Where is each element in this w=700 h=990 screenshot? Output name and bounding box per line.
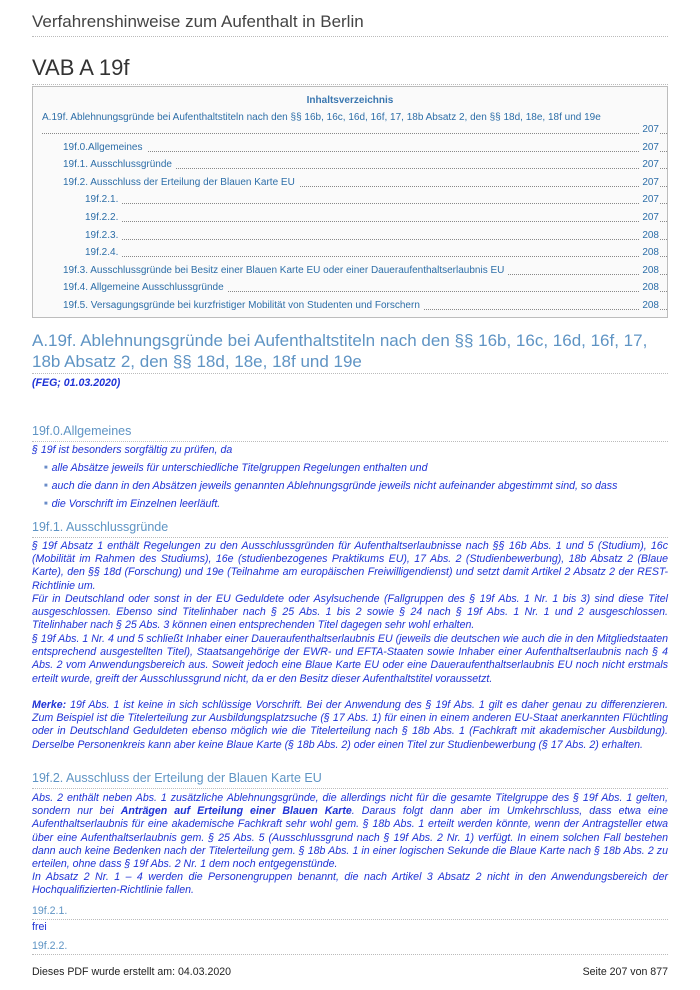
section-19f21-title: 19f.2.1. (32, 905, 68, 917)
toc-entries (33, 142, 667, 318)
section-19f22-title: 19f.2.2. (32, 940, 68, 952)
section-19f1-paragraph-1: § 19f Absatz 1 enthält Regelungen zu den Ausschlussgründen für Aufenthaltserlaubnisse nach §§ 16b Abs. 1 und 5 (Studium), 16c (Mobilität im Rahmen des Studiums), 16e (studienbezogenes Praktikums EU), 17 Abs. 2 (Studienbewerbung), 18b Absatz 2 (Blaue Karte), den §§ 18d (Forschung) und 19e (Teilnahme am europäischen Freiwilligendienst) und setzt damit Artikel 2 Absatz 2 der REST-Richtlinie um. (32, 540, 668, 592)
toc-entry[interactable] (63, 300, 667, 318)
toc-entry[interactable] (63, 265, 667, 283)
toc-leader (85, 203, 667, 204)
section-divider (32, 537, 668, 538)
section-divider (32, 373, 668, 374)
toc-page-number: 207 (639, 212, 659, 223)
toc-page-number: 208 (639, 282, 659, 293)
section-title-line-1: A.19f. Ablehnungsgründe bei Aufenthaltstiteln nach den §§ 16b, 16c, 16d, 16f, 17, (32, 331, 648, 350)
toc-entry-label: 19f.5. Versagungsgründe bei kurzfristiger Mobilität von Studenten und Forschern (63, 300, 424, 311)
toc-entry-label: 19f.1. Ausschlussgründe (63, 159, 176, 170)
merke-label: Merke: (32, 699, 67, 711)
section-19f2-title: 19f.2. Ausschluss der Erteilung der Blauen Karte EU (32, 771, 322, 785)
toc-entry-label: 19f.2.4. (85, 247, 122, 258)
toc-leader (42, 133, 667, 134)
toc-page-number: 208 (639, 265, 659, 276)
toc-entry[interactable] (85, 212, 667, 230)
section-19f2-paragraph-1 (32, 792, 668, 871)
toc-entry[interactable] (85, 247, 667, 265)
document-title: VAB A 19f (32, 55, 130, 80)
section-title-line-2: 18b Absatz 2, den §§ 18d, 18e, 18f und 19e (32, 352, 362, 371)
header-divider (32, 36, 668, 37)
toc-entry-label: 19f.2.2. (85, 212, 122, 223)
toc-page-number: 207 (639, 124, 659, 135)
bullet-item: ■ die Vorschrift im Einzelnen leerläuft. (44, 498, 220, 510)
toc-page-number: 207 (639, 159, 659, 170)
toc-entry[interactable] (63, 177, 667, 195)
toc-entry-label: 19f.3. Ausschlussgründe bei Besitz einer Blauen Karte EU oder einer Daueraufenthaltserlaubnis EU (63, 265, 508, 276)
section-19f1-title: 19f.1. Ausschlussgründe (32, 520, 169, 534)
toc-page-number: 208 (639, 230, 659, 241)
section-divider (32, 919, 668, 920)
section-19f0-intro: § 19f ist besonders sorgfältig zu prüfen, da (32, 444, 233, 456)
bullet-item: ■ alle Absätze jeweils für unterschiedliche Titelgruppen Regelungen enthalten und (44, 462, 427, 474)
toc-page-number: 207 (639, 177, 659, 188)
toc-page-number: 207 (639, 194, 659, 205)
section-a19f-title (32, 330, 668, 372)
section-19f21-text: frei (32, 921, 47, 933)
toc-page-number: 207 (639, 142, 659, 153)
toc-leader (85, 239, 667, 240)
toc-entry-label: 19f.2.1. (85, 194, 122, 205)
merke-text: 19f Abs. 1 ist keine in sich schlüssige Vorschrift. Bei der Anwendung des § 19f Abs. 1 gilt es daher genau zu differenzieren. Zum Beispiel ist die Titelerteilung zur Ausbildungsplatzsuche (§ 17 Abs. 1) für einen in einem anderen EU-Staat anerkannten Flüchtling oder in Deutschland Geduldeten ebenso möglich wie die Titelerteilung nach § 18b Abs. 1 (Fachkraft mit akademischer Ausbildung). Derselbe Personenkreis kann aber keine Blaue Karte (§ 18b Abs. 2) oder einen Titel zur Studienbewerbung (§ 17 Abs. 2) erhalten. (32, 699, 668, 751)
toc-entry-label: 19f.2.3. (85, 230, 122, 241)
table-of-contents (32, 86, 668, 318)
toc-entry[interactable] (63, 282, 667, 300)
header-title: Verfahrenshinweise zum Aufenthalt in Berlin (32, 12, 364, 31)
section-19f1-paragraph-4 (32, 699, 668, 752)
toc-entry-a19f-page-row[interactable] (42, 124, 667, 142)
section-source: (FEG; 01.03.2020) (32, 377, 121, 389)
paragraph-emphasis: Anträgen auf Erteilung einer Blauen Karte (120, 805, 352, 818)
section-divider (32, 954, 668, 955)
paragraph-text: . Daraus folgt dann aber im Umkehrschluss, dass etwa eine Aufenthaltserlaubnis für eine akademische Fachkraft sehr wohl gem. § 18b Abs. 1 erteilt werden könnte, wenn der Antragsteller etwa über eine Aufenthaltserlaubnis gem. § 25 Abs. 5 (Ausschlussgrund nach § 19f Abs. 2 Nr. 1) verfügt. In einem solchen Fall bestehen dann auch keine Bedenken nach der Titelerteilung gem. § 18b Abs. 1 in einer logischen Sekunde die Blaue Karte nach § 18b Abs. 2 zu erteilen, ohne dass § 19f Abs. 2 Nr. 1 dem noch entgegenstünde. (32, 805, 668, 871)
paragraph-text: Abs. 2 enthält neben Abs. 1 zusätzliche Ablehnungsgründe, die allerdings nicht für die gesamte Titelgruppe des § 19f Abs. 1 gelten, sondern nur bei (32, 792, 668, 818)
toc-entry-label: 19f.2. Ausschluss der Erteilung der Blauen Karte EU (63, 177, 299, 188)
page-footer (32, 966, 668, 978)
toc-page-number: 208 (639, 247, 659, 258)
section-divider (32, 441, 668, 442)
section-19f1-paragraph-2: Für in Deutschland oder sonst in der EU Geduldete oder Asylsuchende (Fallgruppen des § 19f Abs. 1 Nr. 1 bis 3) sind diese Titel ausgeschlossen. Ebenso sind Titelinhaber nach § 25 Abs. 1 bis 2 sowie § 24 nach § 19f Abs. 1 Nr. 1 und 2 ausgeschlossen. Titelinhaber nach § 25 Abs. 3 können einen entsprechenden Titel dagegen sehr wohl erhalten. (32, 593, 668, 632)
toc-leader (85, 221, 667, 222)
footer-created-date: Dieses PDF wurde erstellt am: 04.03.2020 (32, 966, 232, 978)
toc-leader (85, 256, 667, 257)
toc-entry[interactable] (63, 142, 667, 160)
toc-heading: Inhaltsverzeichnis (306, 95, 394, 106)
toc-entry[interactable] (85, 194, 667, 212)
toc-entry-label: 19f.0.Allgemeines (63, 142, 147, 153)
bullet-item: ■ auch die dann in den Absätzen jeweils genannten Ablehnungsgründe jeweils nicht aufeinander abgestimmt sind, so dass (44, 480, 617, 492)
toc-leader (63, 151, 667, 152)
title-divider (32, 84, 668, 85)
section-19f1-paragraph-3: § 19f Abs. 1 Nr. 4 und 5 schließt Inhaber einer Daueraufenthaltserlaubnis EU (jeweils die deutschen wie auch die in den Mitgliedstaaten entsprechend ausgestellten Titel), Staatsangehörige der EWR- und EFTA-Staaten sowie Inhaber einer Aufenthaltserlaubnis nach § 4 Abs. 2 vom Anwendungsbereich aus. Soweit jedoch eine Blaue Karte EU oder eine Daueraufenthaltserlaubnis EU noch nicht erstmals erteilt wurde, greift der Ausschlussgrund nicht, da er den Besitz dieser Aufenthaltstitel voraussetzt. (32, 633, 668, 685)
toc-entry[interactable] (63, 159, 667, 177)
section-divider (32, 788, 668, 789)
section-19f0-title: 19f.0.Allgemeines (32, 424, 132, 438)
toc-entry-a19f[interactable]: A.19f. Ablehnungsgründe bei Aufenthaltstiteln nach den §§ 16b, 16c, 16d, 16f, 17, 18b Absatz 2, den §§ 18d, 18e, 18f und 19e (42, 112, 601, 123)
footer-page-number: Seite 207 von 877 (582, 966, 668, 978)
toc-entry-label: 19f.4. Allgemeine Ausschlussgründe (63, 282, 228, 293)
toc-entry[interactable] (85, 230, 667, 248)
toc-page-number: 208 (639, 300, 659, 311)
section-19f2-paragraph-2: In Absatz 2 Nr. 1 – 4 werden die Personengruppen benannt, die nach Artikel 3 Absatz 2 nicht in den Anwendungsbereich der Hochqualifizierten-Richtlinie fallen. (32, 871, 668, 897)
